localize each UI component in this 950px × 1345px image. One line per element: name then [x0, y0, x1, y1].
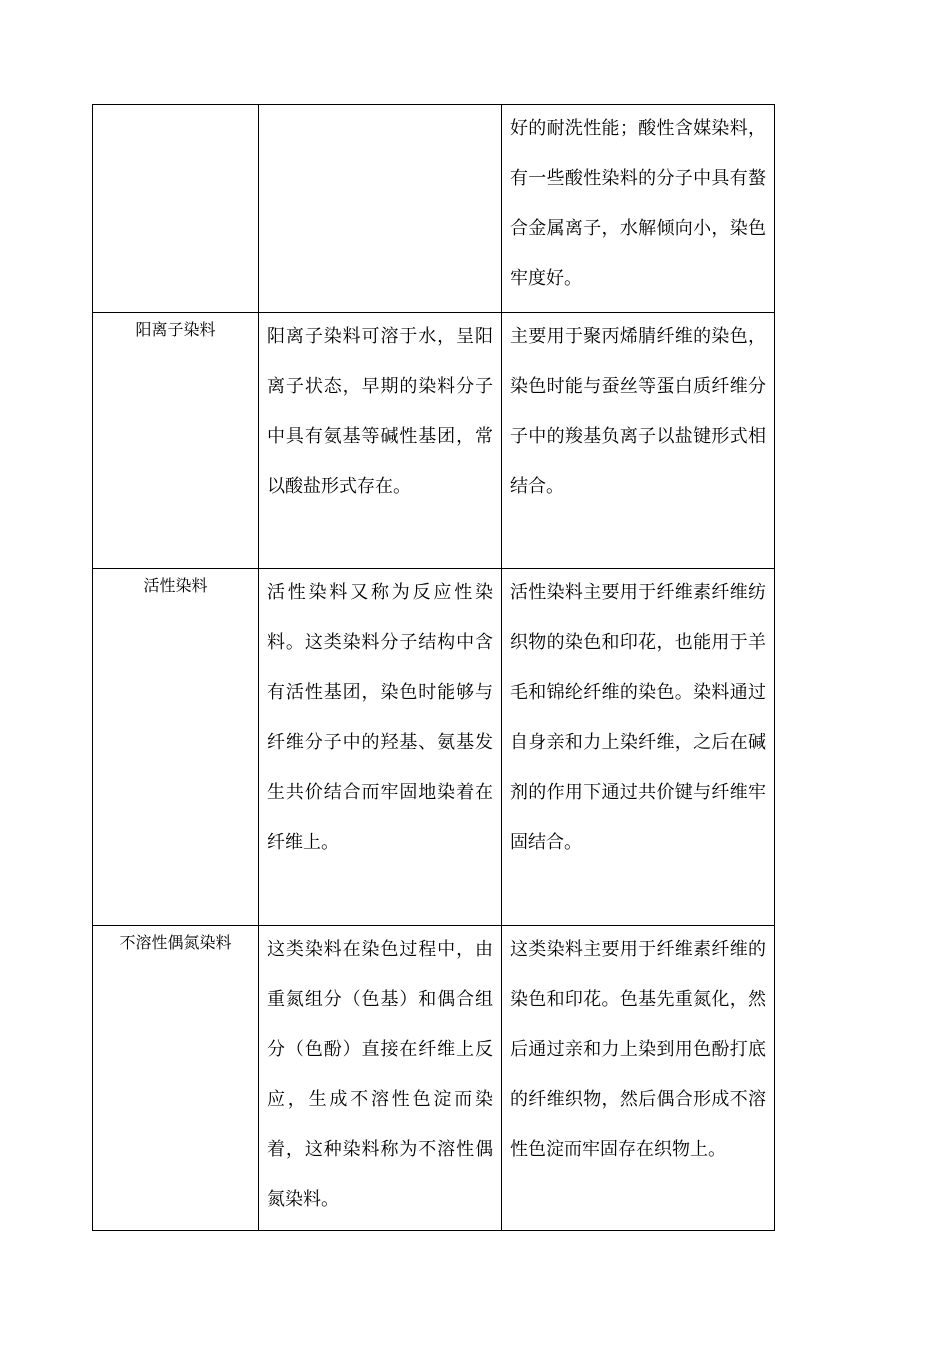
dye-property-cell [259, 313, 502, 569]
table-row [93, 105, 775, 313]
dye-property-text: 活性染料又称为反应性染料。这类染料分子结构中含有活性基团，染色时能够与纤维分子中的羟基、氨基发生共价结合而牢固地染着在纤维上。 [267, 582, 493, 853]
dye-application-cell [502, 105, 775, 313]
dye-application-text: 主要用于聚丙烯腈纤维的染色，染色时能与蚕丝等蛋白质纤维分子中的羧基负离子以盐键形式相结合。 [510, 326, 766, 497]
table-row [93, 926, 775, 1231]
table-row [93, 313, 775, 569]
dye-property-text: 阳离子染料可溶于水，呈阳离子状态，早期的染料分子中具有氨基等碱性基团，常以酸盐形式存在。 [267, 326, 493, 497]
dye-application-text: 活性染料主要用于纤维素纤维纺织物的染色和印花，也能用于羊毛和锦纶纤维的染色。染料通过自身亲和力上染纤维，之后在碱剂的作用下通过共价键与纤维牢固结合。 [510, 582, 766, 853]
dye-name: 阳离子染料 [135, 320, 216, 339]
dye-property-cell [259, 569, 502, 926]
dye-application-cell [502, 569, 775, 926]
dye-application-cell [502, 926, 775, 1231]
dye-name: 不溶性偶氮染料 [119, 933, 232, 952]
dye-name-cell [93, 926, 259, 1231]
dye-application-text: 这类染料主要用于纤维素纤维的染色和印花。色基先重氮化，然后通过亲和力上染到用色酚打底的纤维织物，然后偶合形成不溶性色淀而牢固存在织物上。 [510, 939, 766, 1160]
dye-property-text: 这类染料在染色过程中，由重氮组分（色基）和偶合组分（色酚）直接在纤维上反应，生成不溶性色淀而染着，这种染料称为不溶性偶氮染料。 [267, 939, 493, 1210]
dye-name-cell [93, 313, 259, 569]
table-row [93, 569, 775, 926]
dye-name-cell [93, 569, 259, 926]
dye-application-cell [502, 313, 775, 569]
dye-property-cell [259, 105, 502, 313]
dye-name: 活性染料 [143, 576, 208, 595]
dye-property-cell [259, 926, 502, 1231]
dye-name-cell [93, 105, 259, 313]
dye-classification-table [92, 104, 775, 1231]
dye-application-text: 好的耐洗性能；酸性含媒染料，有一些酸性染料的分子中具有螯合金属离子，水解倾向小，染色牢度好。 [510, 118, 766, 289]
